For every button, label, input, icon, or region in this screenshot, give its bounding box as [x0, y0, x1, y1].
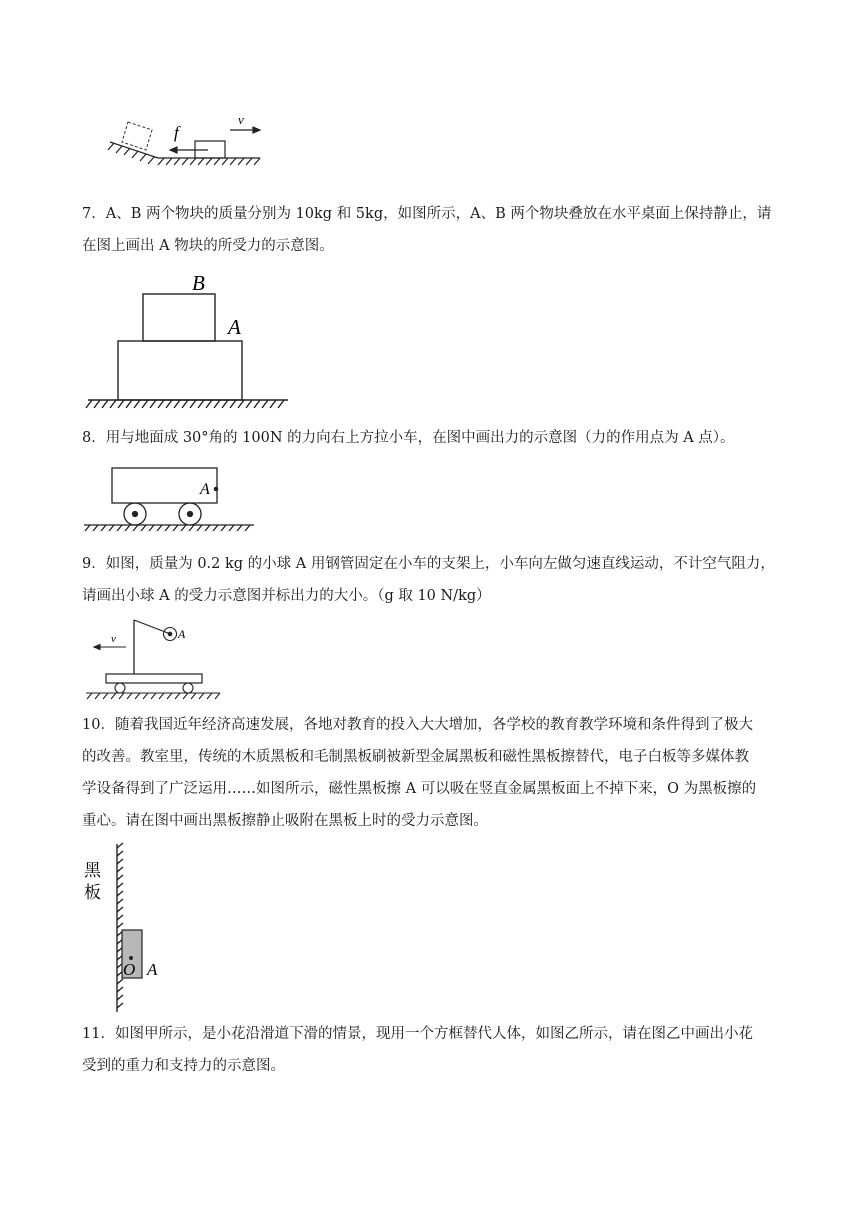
- ground-hatch: [86, 400, 288, 408]
- q10-figure: [80, 842, 170, 1016]
- block-a-label: A: [228, 315, 241, 339]
- dashed-block: [122, 122, 152, 150]
- ball-a: [164, 628, 177, 641]
- friction-label: f: [174, 123, 179, 142]
- point-a: [214, 487, 219, 492]
- wheel-left: [124, 503, 146, 525]
- question-10-line-2: 的改善。教室里，传统的木质黑板和毛制黑板刷被新型金属黑板和磁性黑板擦替代，电子白板等多媒体教: [82, 749, 749, 765]
- board-label-char-1: 黑: [84, 861, 101, 880]
- question-8-line-1: 8．用与地面成 30°角的 100N 的力向右上方拉小车，在图中画出力的示意图（力的作用点为 A 点）。: [82, 430, 735, 446]
- wheel-right: [179, 503, 201, 525]
- velocity-arrow: [94, 645, 126, 650]
- point-a-label: A: [200, 481, 210, 498]
- question-10-line-1: 10．随着我国近年经济高速发展，各地对教育的投入大大增加，各学校的教育教学环境和条件得到了极大: [82, 717, 753, 733]
- q6-figure: [100, 112, 270, 172]
- ground-hatch: [86, 693, 220, 699]
- center-of-gravity-label: O: [123, 960, 136, 979]
- question-9-line-1: 9．如图，质量为 0.2 kg 的小球 A 用钢管固定在小车的支架上，小车向左做匀速直线运动，不计空气阻力，: [82, 556, 775, 572]
- question-10-line-3: 学设备得到了广泛运用……如图所示，磁性黑板擦 A 可以吸在竖直金属黑板面上不掉下来，O 为黑板擦的: [82, 781, 757, 797]
- question-7: [82, 198, 782, 262]
- block-a: [118, 341, 242, 400]
- board-label-char-2: 板: [84, 883, 101, 902]
- velocity-label: v: [238, 112, 244, 127]
- question-7-line-1: 7．A、B 两个物块的质量分别为 10kg 和 5kg，如图所示，A、B 两个物块叠放在水平桌面上保持静止，请: [82, 206, 772, 222]
- q8-figure: [82, 464, 262, 534]
- question-9-line-2: 请画出小球 A 的受力示意图并标出力的大小。（g 取 10 N/kg）: [82, 588, 491, 604]
- ball-a-label: A: [178, 627, 186, 641]
- question-11: [82, 1018, 782, 1082]
- ground-hatch: [84, 525, 254, 531]
- q9-figure: [86, 614, 226, 700]
- velocity-arrow: [230, 127, 260, 133]
- q7-figure: [84, 270, 294, 412]
- friction-arrow: [170, 147, 208, 153]
- blackboard-wall: [117, 843, 123, 1012]
- wheel-right: [183, 683, 193, 693]
- question-11-line-2: 受到的重力和支持力的示意图。: [82, 1058, 285, 1074]
- block-b: [143, 294, 215, 341]
- question-9: [82, 548, 782, 612]
- eraser-a-label: A: [147, 960, 158, 979]
- velocity-label: v: [111, 633, 116, 645]
- steel-tube: [134, 620, 168, 633]
- question-10: [82, 709, 782, 837]
- question-10-line-4: 重心。请在图中画出黑板擦静止吸附在黑板上时的受力示意图。: [82, 813, 488, 829]
- question-7-line-2: 在图上画出 A 物块的所受力的示意图。: [82, 238, 334, 254]
- wheel-left: [115, 683, 125, 693]
- cart-platform: [106, 674, 202, 683]
- question-8: [82, 422, 782, 454]
- block-b-label: B: [192, 271, 205, 295]
- question-11-line-1: 11．如图甲所示，是小花沿滑道下滑的情景，现用一个方框替代人体，如图乙所示，请在图乙中画出小花: [82, 1026, 753, 1042]
